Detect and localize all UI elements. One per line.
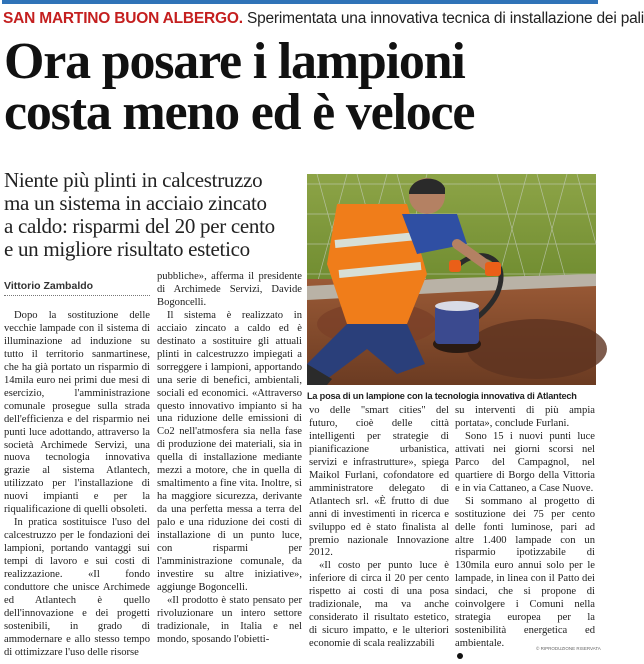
worker-installing-lamppost-photo (307, 174, 596, 385)
paragraph: «Il prodotto è stato pensato per rivoluzionare un intero settore tradizionale, in Italia e nel mondo, sposando l'obietti- (157, 594, 302, 645)
kicker (3, 10, 644, 28)
paragraph: pubbliche», afferma il presidente di Archimede Servizi, Davide Bogoncelli. (157, 271, 302, 308)
deck-line-4: e un migliore risultato estetico (4, 237, 250, 261)
end-of-article-icon (457, 653, 463, 659)
article-column-4 (455, 405, 595, 650)
paragraph: In pratica sostituisce l'uso del calcestruzzo per le fondazioni dei lampioni, portando vantaggi sui tempi di lavoro e sui costi di realizzazione. «Il fondo conduttore che unisce Archimede ed Atlantech è quello dell'innovazione e dei progetti sostenibili, in grado di ammodernare e allo stesso tempo di ottimizzare l'uso delle risorse (4, 517, 150, 658)
kicker-text: Sperimentata una innovativa tecnica di installazione dei pali (246, 10, 644, 27)
top-rule (2, 0, 598, 4)
paragraph: Dopo la sostituzione delle vecchie lampade con il sistema di illuminazione ad induzione su tutto il territorio sanmartinese, che ha già portato un risparmio di 14mila euro nei primi due mesi di esercizio, l'amministrazione comunale prosegue sulla strada dell'efficienza e del risparmio nei punti luce adottando, attraverso la società Archimede Servizi, una nuova tecnologia innovativa grazie al sistema Atlantech, utilizzato per l'installazione di nuovi impianti e per la riqualificazione di quelli obsoleti. (4, 310, 150, 516)
headline (4, 33, 600, 141)
paragraph: Si sommano al progetto di sostituzione dei 75 per cento delle fonti luminose, pari ad altre 1.400 lampade con un risparmio ipotizzabile di 130mila euro annui solo per le lampade, in linea con il Patto dei sindaci, che si propone di coinvolgere i Comuni nella strategia europea per la sostenibilità energetica ed ambientale. (455, 495, 595, 650)
paragraph: Il sistema è realizzato in acciaio zincato a caldo ed è destinato a sostituire gli attuali plinti in calcestruzzo impiegati a sorreggere i lampioni, apportando una serie di benefici, ambientali, sociali ed economici. «Attraverso questo innovativo impianto si ha una riduzione delle emissioni di Co2 nell'atmosfera sia nella fase di produzione dei materiali, sia in quella di installazione mediante mezzi a motore, che in quella di smaltimento a fine vita. Inoltre, si ha maggiore sicurezza, derivante da una perfetta messa a terra del palo e una riduzione dei costi di installazione di un punto luce, con risparmi per l'amministrazione comunale, da investire su altre iniziative», aggiunge Bogoncelli. (157, 309, 302, 593)
kicker-place: SAN MARTINO BUON ALBERGO. (3, 10, 243, 27)
paragraph: «Il costo per punto luce è inferiore di circa il 20 per cento rispetto ai costi di una posa tradizionale, ma va anche considerato il risultato estetico, di sicuro impatto, e le ulteriori economie di scala realizzabili (309, 560, 449, 650)
headline-line-2: costa meno ed è veloce (4, 84, 475, 141)
article-column-3 (309, 405, 449, 650)
deck-line-2: ma un sistema in acciaio zincato (4, 191, 267, 215)
article-photo (307, 174, 596, 385)
paragraph: Sono 15 i nuovi punti luce attivati nei giorni scorsi nel Parco del Campagnol, nel quartiere di Borgo della Vittoria e in via Cattaneo, a Case Nuove. (455, 430, 595, 494)
article-column-1 (4, 310, 150, 658)
deck-line-3: a caldo: risparmi del 20 per cento (4, 214, 275, 238)
paragraph: vo delle "smart cities" del futuro, cioè delle città intelligenti per strategie di pianificazione urbanistica, servizi e infrastrutture», spiega Maikol Furlani, cofondatore ed amministratore delegato di Atlantech srl. «È frutto di due anni di investimenti in ricerca e sviluppo ed è stato finalista al premio nazionale Innovazione 2012. (309, 405, 449, 559)
paragraph: su interventi di più ampia portata», conclude Furlani. (455, 405, 595, 429)
deck-line-1: Niente più plinti in calcestruzzo (4, 168, 263, 192)
copyright-notice: © RIPRODUZIONE RISERVATA (536, 646, 601, 651)
article-column-2 (157, 271, 302, 655)
photo-caption: La posa di un lampione con la tecnologia innovativa di Atlantech (307, 391, 577, 401)
headline-line-1: Ora posare i lampioni (4, 33, 465, 90)
deck (4, 169, 304, 261)
byline: Vittorio Zambaldo (4, 280, 150, 296)
